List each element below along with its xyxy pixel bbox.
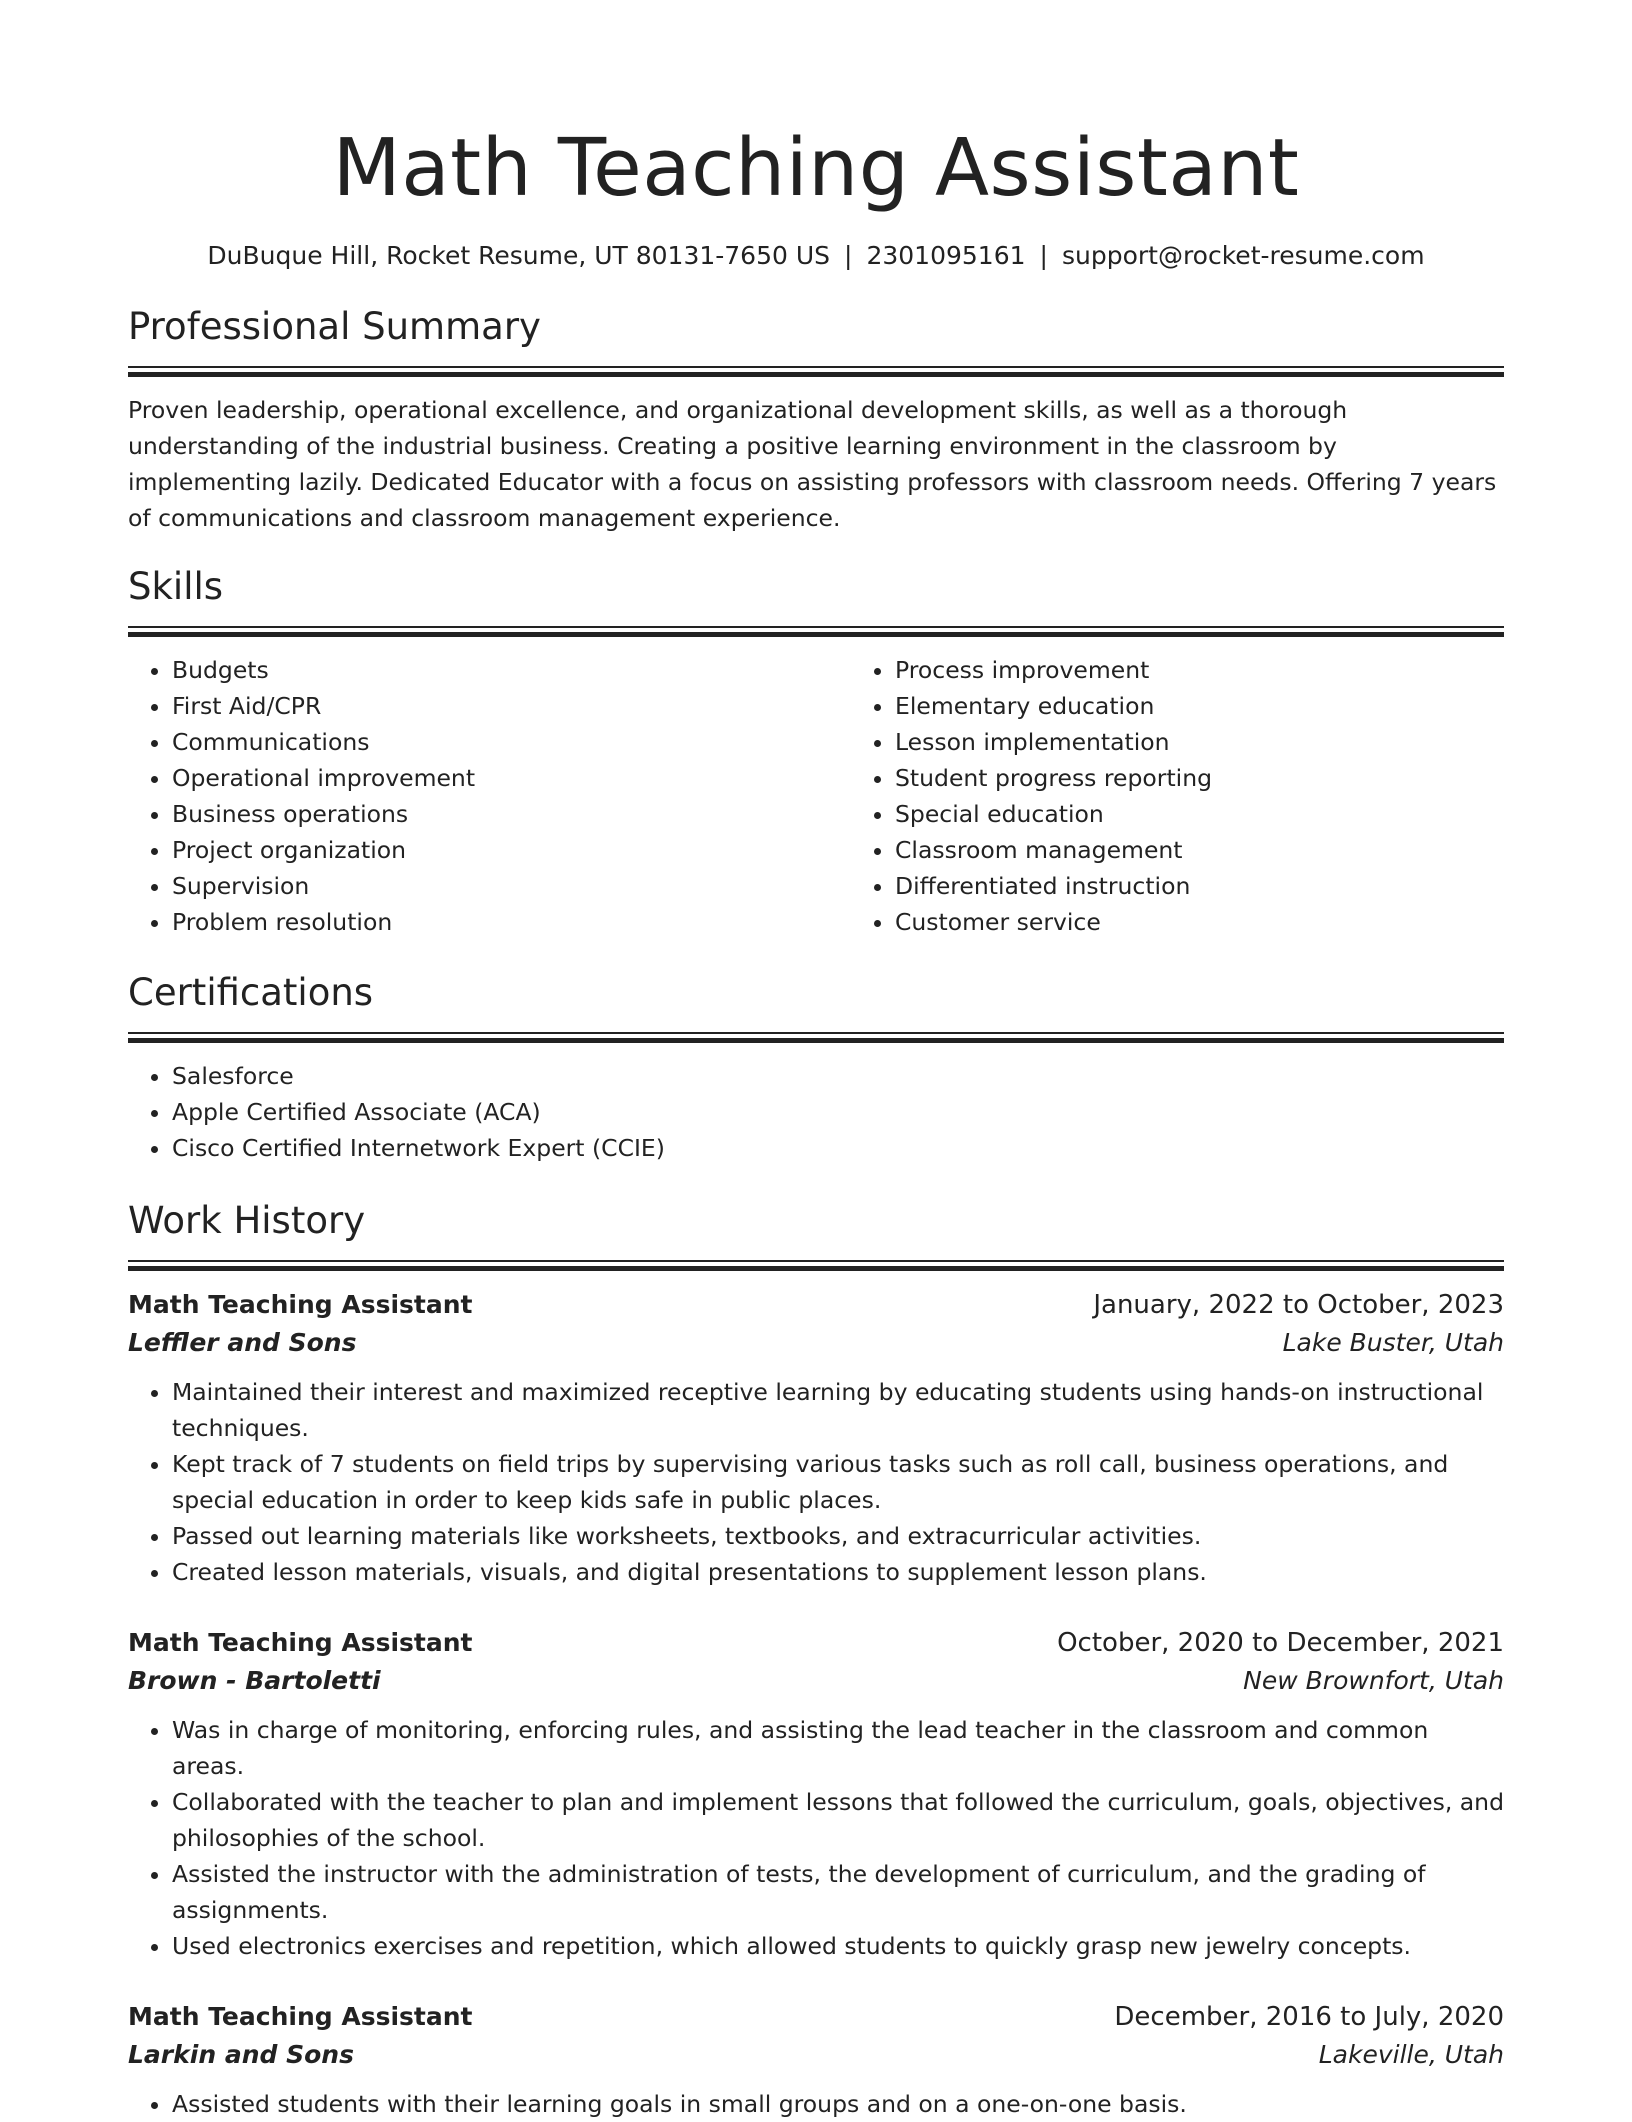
- job-duty: • Maintained their interest and maximized receptive learning by educating students using hands-on instructional techniques.: [172, 1374, 1504, 1446]
- job-company: Leffler and Sons: [128, 1328, 357, 1357]
- job-duty: • Used electronics exercises and repetition, which allowed students to quickly grasp new jewelry concepts.: [172, 1928, 1504, 1964]
- job-entry: [128, 1286, 1504, 1590]
- section-divider: [128, 366, 1504, 378]
- job-duty: • Passed out learning materials like worksheets, textbooks, and extracurricular activities.: [172, 1518, 1504, 1554]
- contact-line: [128, 238, 1504, 274]
- skill-item: • Elementary education: [895, 688, 1574, 724]
- job-dates: December, 2016 to July, 2020: [1114, 2002, 1504, 2032]
- skill-item: • Problem resolution: [172, 904, 851, 940]
- section-divider: [128, 626, 1504, 638]
- job-header-row: [128, 1998, 1504, 2036]
- contact-separator: |: [844, 241, 853, 270]
- job-entry: [128, 1998, 1504, 2122]
- section-divider: [128, 1260, 1504, 1272]
- certifications-section: [128, 970, 1504, 1166]
- contact-separator: |: [1039, 241, 1048, 270]
- job-location: Lake Buster, Utah: [1282, 1328, 1504, 1357]
- job-duties-list: [128, 1374, 1504, 1590]
- summary-section: [128, 304, 1504, 536]
- section-title-skills: Skills: [128, 565, 224, 608]
- section-divider: [128, 1032, 1504, 1044]
- skill-item: • Business operations: [172, 796, 851, 832]
- section-title-summary: Professional Summary: [128, 305, 541, 348]
- resume-name: Math Teaching Assistant: [332, 122, 1300, 214]
- job-title: Math Teaching Assistant: [128, 1290, 473, 1319]
- skills-grid: [128, 652, 1504, 940]
- job-header-row: [128, 1286, 1504, 1324]
- job-company-row: [128, 1662, 1504, 1700]
- job-duty: • Collaborated with the teacher to plan and implement lessons that followed the curriculum, goals, objectives, and philosophies of the school.: [172, 1784, 1504, 1856]
- job-duty: • Assisted the instructor with the administration of tests, the development of curriculum, and the grading of assignments.: [172, 1856, 1504, 1928]
- job-header-row: [128, 1624, 1504, 1662]
- skill-item: • Process improvement: [895, 652, 1574, 688]
- section-title-work-history: Work History: [128, 1199, 366, 1242]
- contact-email: support@rocket-resume.com: [1061, 241, 1425, 270]
- job-company: Larkin and Sons: [128, 2040, 354, 2069]
- skill-item: • First Aid/CPR: [172, 688, 851, 724]
- job-location: Lakeville, Utah: [1318, 2040, 1504, 2069]
- skills-list-right: [851, 652, 1574, 940]
- job-title: Math Teaching Assistant: [128, 1628, 473, 1657]
- certification-item: • Salesforce: [172, 1058, 1504, 1094]
- skill-item: • Project organization: [172, 832, 851, 868]
- skill-item: • Classroom management: [895, 832, 1574, 868]
- job-duties-list: [128, 2086, 1504, 2122]
- job-dates: October, 2020 to December, 2021: [1057, 1628, 1504, 1658]
- job-duties-list: [128, 1712, 1504, 1964]
- skills-section: [128, 564, 1504, 940]
- job-duty: • Kept track of 7 students on field trips by supervising various tasks such as roll call, business operations, and special education in order to keep kids safe in public places.: [172, 1446, 1504, 1518]
- job-entry: [128, 1624, 1504, 1964]
- skill-item: • Supervision: [172, 868, 851, 904]
- skill-item: • Lesson implementation: [895, 724, 1574, 760]
- job-company-row: [128, 2036, 1504, 2074]
- section-title-certifications: Certifications: [128, 971, 374, 1014]
- job-company: Brown - Bartoletti: [128, 1666, 381, 1695]
- job-dates: January, 2022 to October, 2023: [1093, 1290, 1504, 1320]
- contact-address: DuBuque Hill, Rocket Resume, UT 80131-7650 US: [207, 241, 831, 270]
- skill-item: • Differentiated instruction: [895, 868, 1574, 904]
- certification-item: • Cisco Certified Internetwork Expert (CCIE): [172, 1130, 1504, 1166]
- work-history-section: [128, 1198, 1504, 2122]
- skill-item: • Operational improvement: [172, 760, 851, 796]
- skill-item: • Special education: [895, 796, 1574, 832]
- summary-text: Proven leadership, operational excellence, and organizational development skills, as well as a thorough understanding of the industrial business. Creating a positive learning environment in the classroom by implementing lazily. Dedicated Educator with a focus on assisting professors with classroom needs. Offering 7 years of communications and classroom management experience.: [128, 396, 1497, 532]
- job-company-row: [128, 1324, 1504, 1362]
- skill-item: • Customer service: [895, 904, 1574, 940]
- resume-page: [128, 0, 1504, 2122]
- skill-item: • Communications: [172, 724, 851, 760]
- job-duty: • Created lesson materials, visuals, and digital presentations to supplement lesson plans.: [172, 1554, 1504, 1590]
- skill-item: • Budgets: [172, 652, 851, 688]
- job-duty: • Was in charge of monitoring, enforcing rules, and assisting the lead teacher in the classroom and common areas.: [172, 1712, 1504, 1784]
- skills-list-left: [128, 652, 851, 940]
- job-duty: • Assisted students with their learning goals in small groups and on a one-on-one basis.: [172, 2086, 1504, 2122]
- certifications-list: [128, 1058, 1504, 1166]
- skill-item: • Student progress reporting: [895, 760, 1574, 796]
- job-title: Math Teaching Assistant: [128, 2002, 473, 2031]
- contact-phone: 2301095161: [866, 241, 1026, 270]
- job-location: New Brownfort, Utah: [1243, 1666, 1504, 1695]
- certification-item: • Apple Certified Associate (ACA): [172, 1094, 1504, 1130]
